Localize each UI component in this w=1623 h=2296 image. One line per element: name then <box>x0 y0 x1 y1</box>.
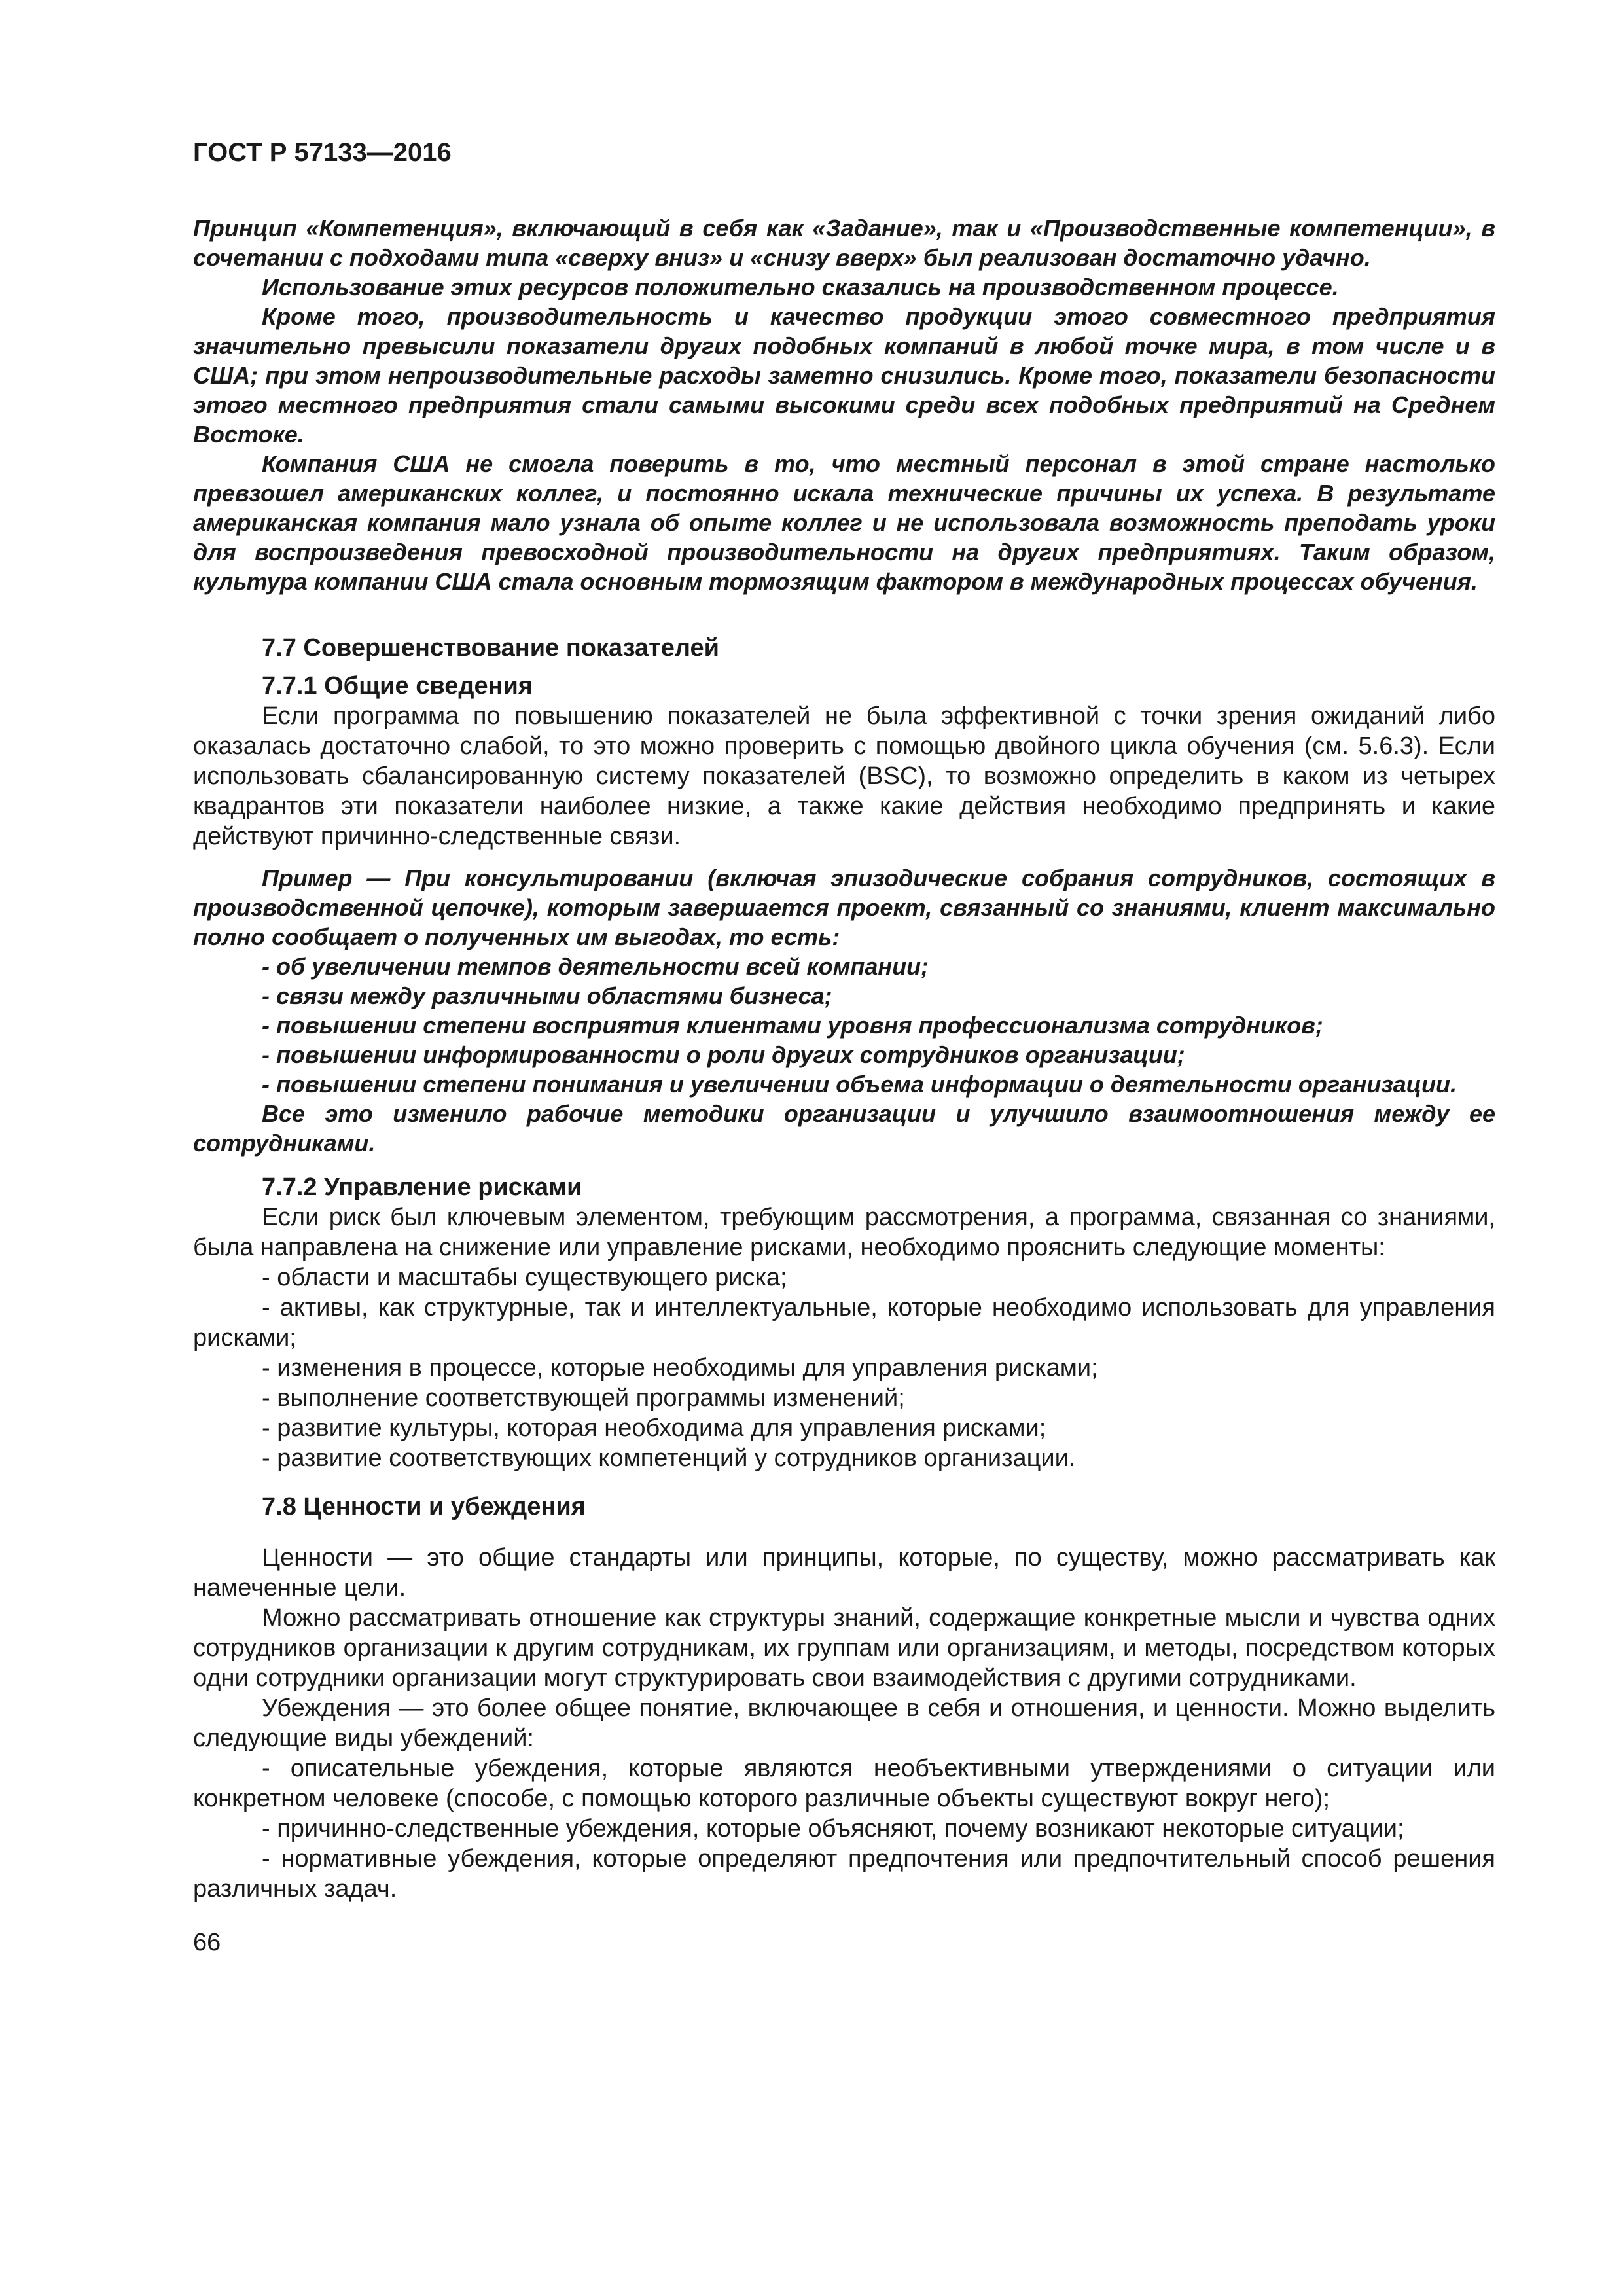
example-intro: Пример — При консультировании (включая эпизодические собрания сотрудников, состоящих в производственной цепочке), которым завершается проект, связанный со знаниями, клиент максимально полно сообщает о полученных им выгодах, то есть: <box>193 865 1495 950</box>
page-number: 66 <box>193 1929 221 1956</box>
section-7-8-title: 7.8 Ценности и убеждения <box>262 1493 586 1520</box>
body-paragraph: Ценности — это общие стандарты или принципы, которые, по существу, можно рассматривать как намеченные цели. <box>193 1544 1495 1602</box>
example-item: - повышении информированности о роли других сотрудников организации; <box>262 1041 1185 1068</box>
intro-paragraph: Кроме того, производительность и качество продукции этого совместного предприятия значительно превысили показатели других подобных компаний в любой точке мира, в том числе и в США; при этом непроизводительные расходы заметно снизились. Кроме того, показатели безопасности этого местного предприятия стали самыми высокими среди всех подобных предприятий на Среднем Востоке. <box>193 303 1495 448</box>
list-item: - развитие культуры, которая необходима для управления рисками; <box>262 1414 1046 1442</box>
subsection-7-7-2-title: 7.7.2 Управление рисками <box>262 1174 582 1201</box>
list-item: - активы, как структурные, так и интеллектуальные, которые необходимо использовать для управления рисками; <box>193 1294 1495 1352</box>
example-block <box>193 863 1495 1158</box>
document-page <box>193 137 1495 1958</box>
section-7-8-body <box>193 1543 1495 1904</box>
intro-block <box>193 213 1495 596</box>
example-item: - повышении степени восприятия клиентами уровня профессионализма сотрудников; <box>262 1012 1323 1039</box>
subsection-7-7-1-title: 7.7.1 Общие сведения <box>262 672 533 700</box>
example-item: - повышении степени понимания и увеличении объема информации о деятельности организации. <box>262 1071 1457 1098</box>
body-paragraph: Можно рассматривать отношение как структуры знаний, содержащие конкретные мысли и чувства одних сотрудников организации к другим сотрудникам, их группам или организациям, и методы, посредством которых одни сотрудники организации могут структурировать свои взаимодействия с другими сотрудниками. <box>193 1604 1495 1692</box>
list-item: - области и масштабы существующего риска; <box>262 1264 787 1291</box>
example-item: - связи между различными областями бизнеса; <box>262 982 832 1009</box>
list-item: - причинно-следственные убеждения, которые объясняют, почему возникают некоторые ситуации; <box>262 1815 1404 1842</box>
list-item: - развитие соответствующих компетенций у сотрудников организации. <box>262 1444 1076 1472</box>
document-header: ГОСТ Р 57133—2016 <box>193 138 452 167</box>
list-item: - изменения в процессе, которые необходимы для управления рисками; <box>262 1354 1098 1382</box>
body-paragraph: Если риск был ключевым элементом, требующим рассмотрения, а программа, связанная со знаниями, была направлена на снижение или управление рисками, необходимо прояснить следующие моменты: <box>193 1204 1495 1261</box>
list-item: - нормативные убеждения, которые определяют предпочтения или предпочтительный способ решения различных задач. <box>193 1845 1495 1903</box>
list-item: - описательные убеждения, которые являются необъективными утверждениями о ситуации или конкретном человеке (способе, с помощью которого различные объекты существуют вокруг него); <box>193 1755 1495 1812</box>
example-outro: Все это изменило рабочие методики организации и улучшило взаимоотношения между ее сотрудниками. <box>193 1100 1495 1157</box>
intro-paragraph: Использование этих ресурсов положительно сказались на производственном процессе. <box>262 274 1339 300</box>
body-paragraph: Если программа по повышению показателей не была эффективной с точки зрения ожиданий либо оказалась достаточно слабой, то это можно проверить с помощью двойного цикла обучения (см. 5.6.3). Если использовать сбалансированную систему показателей (BSC), то возможно определить в каком из четырех квадрантов эти показатели наиболее низкие, а также какие действия необходимо предпринять и какие действуют причинно-следственные связи. <box>193 702 1495 850</box>
intro-paragraph: Компания США не смогла поверить в то, что местный персонал в этой стране настолько превзошел американских коллег, и постоянно искала технические причины их успеха. В результате американская компания мало узнала об опыте коллег и не использовала возможность преподать уроки для воспроизведения превосходной производительности на других предприятиях. Таким образом, культура компании США стала основным тормозящим фактором в международных процессах обучения. <box>193 450 1495 595</box>
subsection-7-7-1-body <box>193 701 1495 852</box>
section-7-7-title: 7.7 Совершенствование показателей <box>262 634 719 662</box>
body-paragraph: Убеждения — это более общее понятие, включающее в себя и отношения, и ценности. Можно выделить следующие виды убеждений: <box>193 1695 1495 1752</box>
intro-paragraph: Принцип «Компетенция», включающий в себя как «Задание», так и «Производственные компетенции», в сочетании с подходами типа «сверху вниз» и «снизу вверх» был реализован достаточно удачно. <box>193 215 1495 271</box>
list-item: - выполнение соответствующей программы изменений; <box>262 1384 905 1412</box>
example-item: - об увеличении темпов деятельности всей компании; <box>262 953 929 980</box>
subsection-7-7-2-body <box>193 1202 1495 1473</box>
